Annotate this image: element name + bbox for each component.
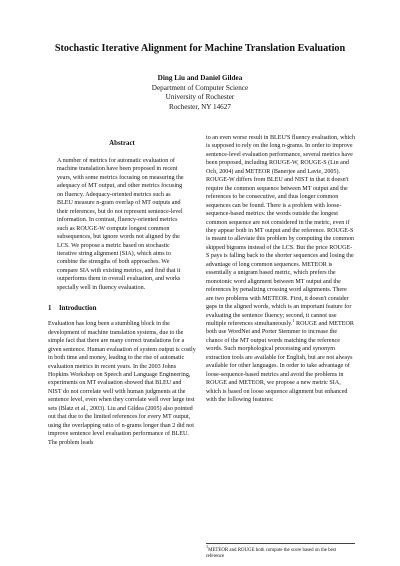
- paper-title: Stochastic Iterative Alignment for Machine Translation Evaluation: [54, 43, 346, 54]
- abstract-heading: Abstract: [109, 140, 135, 147]
- intro-paragraph-right: [206, 134, 355, 405]
- author-block: [0, 74, 400, 112]
- footnote: [206, 543, 355, 561]
- intro-text-part-1: to an even worse result in BLEU'S fluency evaluation, which is supposed to rely on the long n-grams. In order to improve sentence-level evaluation performance, several metrics have been proposed, including ROUGE-W, ROUGE-S (Lin and Och, 2004) and METEOR (Banerjee and Lavie, 2005). ROUGE-W differs from BLEU and NIST in that it doesn't require the common sequence between MT output and the references to be consecutive, and thus longer common sequences can be found. There is a problem with loose-sequence-based metrics: the words outside the longest common sequence are not considered in the metric, even if they appear both in MT output and the reference. ROUGE-S is meant to alleviate this problem by computing the common skipped bigrams instead of the LCS. But the price ROUGE-S pays is falling back to the shorter sequences and losing the advantage of long common sequences. METEOR is essentially a unigram based metric, which prefers the monotonic word alignment between MT output and the references by penalizing crossing word alignments. There are two problems with METEOR. First, it doesn't consider gaps in the aligned words, which is an important feature for evaluating the sentence fluency; second, it cannot use multiple references simultaneously.: [206, 135, 356, 327]
- footnote-text: METEOR and ROUGE both compute the score based on the best reference: [206, 548, 337, 560]
- section-number: 1: [48, 305, 52, 313]
- affiliation-department: Department of Computer Science: [151, 83, 249, 92]
- footnote-marker: 1: [292, 317, 295, 323]
- section-title: Introduction: [59, 305, 97, 313]
- left-column: [48, 139, 196, 447]
- intro-paragraph-left: Evaluation has long been a stumbling block in the development of machine translation systems, due to the simple fact that there are many correct translations for a given sentence. Human evaluation of system output is costly in both time and money, leading to the rise of automatic evaluation metrics in recent years. In the 2003 Johns Hopkins Workshop on Speech and Language Engineering, experiments on MT evaluation showed that BLEU and NIST do not correlate well with human judgments at the sentence level, even when they correlate well over large test sets (Blatz et al., 2003). Liu and Gildea (2005) also pointed out that due to the limited references for every MT output, using the overlapping ratio of n-grams longer than 2 did not improve sentence level evaluation performance of BLEU. The problem leads: [48, 321, 196, 446]
- right-column: [206, 134, 355, 405]
- footnote-number: 1: [206, 544, 209, 549]
- section-heading: [48, 304, 196, 313]
- affiliation-address: Rochester, NY 14627: [169, 102, 231, 111]
- affiliation-university: University of Rochester: [165, 93, 235, 102]
- intro-text-part-2: ROUGE and METEOR both use WordNet and Porter Stemmer to increase the chance of the MT output words matching the reference words. Such morphological processing and synonym extraction tools are available for English, but are not always available for other languages. In order to take advantage of loose-sequence-based metrics and avoid the problems in ROUGE and METEOR, we propose a new metric SIA, which is based on loose sequence alignment but enhanced with the following features:: [206, 320, 354, 404]
- abstract-text: A number of metrics for automatic evaluation of machine translation have been proposed in recent years, with some metrics focusing on measuring the adequacy of MT output, and other metrics focusing on fluency. Adequacy-oriented metrics such as BLEU measure n-gram overlap of MT outputs and their references, but do not represent sentence-level information. In contrast, fluency-oriented metrics such as ROUGE-W compute longest common subsequences, but ignore words not aligned by the LCS. We propose a metric based on stochastic iterative string alignment (SIA), which aims to combine the strengths of both approaches. We compare SIA with existing metrics, and find that it outperforms them in overall evaluation, and works specially well in fluency evaluation.: [57, 158, 184, 291]
- author-names: Ding Liu and Daniel Gildea: [157, 74, 243, 82]
